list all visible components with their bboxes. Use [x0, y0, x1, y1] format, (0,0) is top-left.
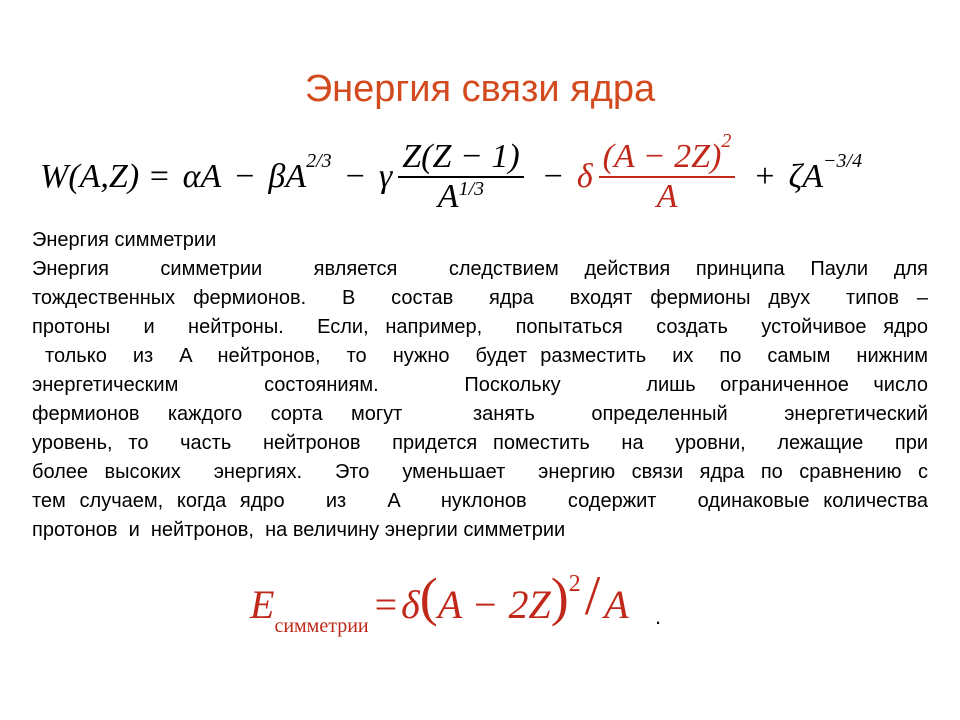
slide-title: Энергия связи ядра: [304, 68, 656, 110]
formula-minus: −: [543, 158, 563, 195]
trailing-dot: .: [655, 604, 662, 629]
coulomb-denominator-exp: 1/3: [458, 178, 485, 200]
symmetry-energy-text: [32, 226, 928, 545]
formula-term-pairing-exp: −3/4: [823, 149, 863, 172]
text-line: тем случаем, когда ядро из A нуклонов содержит одинаковые количества: [32, 490, 928, 512]
eq2-slash: /: [584, 565, 601, 627]
formula-term-volume: αA: [182, 158, 222, 195]
coulomb-numerator: Z(Z − 1): [402, 138, 520, 175]
eq2-denominator: A: [604, 582, 629, 627]
formula-term-surface: βA: [268, 158, 307, 195]
binding-energy-formula: [40, 132, 862, 222]
text-line: фермионов каждого сорта могут занять определенный энергетический: [32, 403, 928, 425]
eq2-right-paren: ): [550, 567, 569, 627]
formula-term-pairing: ζA: [788, 158, 824, 195]
text-heading: Энергия симметрии: [32, 229, 217, 251]
formula-minus: −: [345, 158, 365, 195]
eq2-delta: δ: [401, 582, 420, 627]
eq2-inner: A − 2Z: [437, 582, 551, 627]
eq2-left-paren: (: [419, 567, 438, 627]
formula-minus: −: [235, 158, 255, 195]
formula-lhs: W(A,Z) =: [40, 158, 171, 195]
formula-gamma: γ: [378, 158, 393, 195]
formula-delta: δ: [576, 158, 593, 195]
symmetry-denominator: A: [656, 178, 678, 215]
formula-coulomb-fraction: [398, 138, 523, 216]
text-line: только из A нейтронов, то нужно будет разместить их по самым нижним: [32, 345, 928, 367]
eq2-equals: =: [374, 582, 398, 627]
formula-plus: +: [755, 158, 775, 195]
eq2-E: E: [250, 582, 275, 627]
text-line: Энергия симметрии является следствием действия принципа Паули для: [32, 258, 928, 280]
text-line: протоны и нейтроны. Если, например, попытаться создать устойчивое ядро: [32, 316, 928, 338]
coulomb-denominator: A: [437, 178, 459, 215]
symmetry-energy-equation: [250, 565, 629, 637]
formula-symmetry-fraction: [599, 130, 736, 216]
text-line: уровень, то часть нейтронов придется поместить на уровни, лежащие при: [32, 432, 928, 454]
eq2-exponent: 2: [568, 571, 581, 597]
text-line: энергетическим состояниям. Поскольку лишь ограниченное число: [32, 374, 928, 396]
text-line: тождественных фермионов. В состав ядра входят фермионы двух типов –: [32, 287, 928, 309]
eq2-subscript: симметрии: [274, 615, 369, 637]
text-line: более высоких энергиях. Это уменьшает энергию связи ядра по сравнению с: [32, 461, 928, 483]
symmetry-numerator-exp: 2: [721, 130, 732, 152]
symmetry-numerator: (A − 2Z): [602, 138, 722, 175]
formula-term-surface-exp: 2/3: [306, 149, 332, 172]
text-line: протонов и нейтронов, на величину энергии симметрии: [32, 519, 566, 541]
